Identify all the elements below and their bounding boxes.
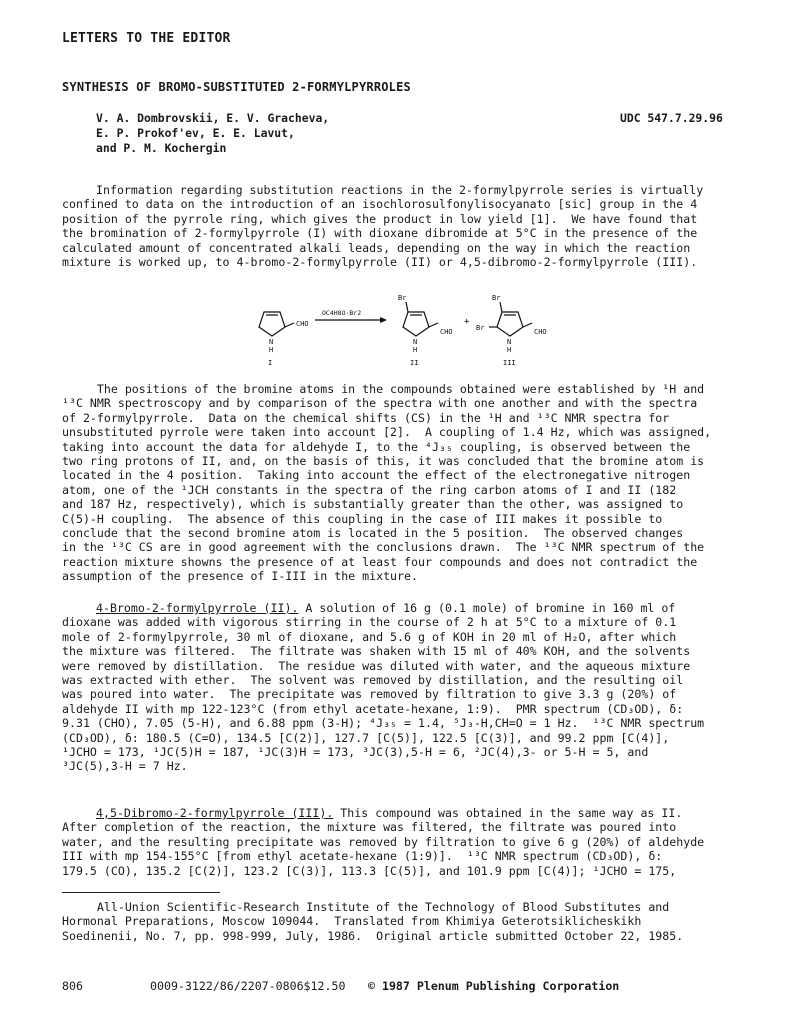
footnote-line: Hormonal Preparations, Moscow 109044. Translated from Khimiya Geterotsiklicheskikh	[62, 914, 642, 929]
udc-code: UDC 547.7.29.96	[620, 111, 723, 125]
discussion-line: ¹³C NMR spectroscopy and by comparison of the spectra with one another and with the spectra	[62, 396, 698, 411]
discussion-line: and 187 Hz, respectively), which is substantially greater than the other, was assigned to	[62, 497, 684, 512]
issn-price: 0009-3122/86/2207-0806$12.50	[150, 979, 346, 993]
nh-h-label: H	[269, 346, 274, 354]
compound-label-II: II	[410, 359, 419, 367]
footnote-line: All-Union Scientific-Research Institute of the Technology of Blood Substitutes and	[62, 900, 670, 914]
compound-II-line: (CD₃OD), δ: 180.5 (C=O), 134.5 [C(2)], 127.7 [C(5)], 122.5 [C(3)], and 99.2 ppm [C(4)],	[62, 730, 670, 745]
discussion-line: of 2-formylpyrrole. Data on the chemical shifts (CS) in the ¹H and ¹³C NMR spectra for	[62, 410, 670, 425]
compound-II-line: was poured into water. The precipitate was removed by filtration to give 3.3 g (20%) of	[62, 687, 677, 702]
compound-II-line: dioxane was added with vigorous stirring in the course of 2 h at 5°C to a mixture of 0.1	[62, 615, 677, 630]
copyright-line: © 1987 Plenum Publishing Corporation	[368, 979, 620, 993]
compound-III-heading: 4,5-Dibromo-2-formylpyrrole (III).	[96, 806, 334, 820]
compound-II-line: ¹JCHO = 173, ¹JC(5)H = 187, ¹JC(3)H = 173, ³JC(3),5-H = 6, ²JC(4),3- or 5-H = 5, and	[62, 745, 649, 760]
compound-II-line: the mixture was filtered. The filtrate was shaken with 15 ml of 40% KOH, and the solvents	[62, 644, 691, 659]
compound-III-structure	[489, 302, 532, 336]
plus-sign: +	[464, 317, 470, 327]
cho-label: CHO	[296, 320, 309, 328]
arrow-head	[380, 317, 387, 323]
article-title: SYNTHESIS OF BROMO-SUBSTITUTED 2-FORMYLPYRROLES	[62, 80, 411, 94]
compound-II-heading: 4-Bromo-2-formylpyrrole (II).	[96, 601, 299, 615]
compound-I-structure	[259, 312, 294, 336]
discussion-line: C(5)-H coupling. The absence of this coupling in the case of III makes it possible to	[62, 511, 663, 526]
footnote-rule	[62, 892, 220, 893]
discussion-line: conclude that the second bromine atom is located in the 5 position. The observed changes	[62, 526, 684, 541]
compound-II-line: ³JC(5),3-H = 7 Hz.	[62, 759, 188, 774]
intro-line: mixture is worked up, to 4-bromo-2-formylpyrrole (II) or 4,5-dibromo-2-formylpyrrole (III).	[62, 255, 698, 270]
footnote-line: Soedinenii, No. 7, pp. 998-999, July, 1986. Original article submitted October 22, 1985.	[62, 928, 684, 943]
nh-n-label: N	[413, 338, 418, 346]
compound-II-line: 9.31 (CHO), 7.05 (5-H), and 6.88 ppm (3-H); ⁴J₃₅ = 1.4, ⁵J₃-H,CH=O = 1 Hz. ¹³C NMR spectrum	[62, 716, 705, 731]
author-line-3: and P. M. Kochergin	[96, 141, 227, 155]
nh-n-label: N	[269, 338, 274, 346]
compound-III-line: 179.5 (CO), 135.2 [C(2)], 123.2 [C(3)], 113.3 [C(5)], and 101.9 ppm [C(4)]; ¹JCHO = 175,	[62, 863, 677, 878]
compound-II-section	[62, 601, 704, 774]
compound-III-line: III with mp 154-155°C [from ethyl acetate-hexane (1:9)]. ¹³C NMR spectrum (CD₃OD), δ:	[62, 849, 663, 864]
nh-h-label: H	[507, 346, 512, 354]
compound-II-line: mole of 2-formylpyrrole, 30 ml of dioxane, and 5.6 g of KOH in 20 ml of H₂O, after which	[62, 629, 677, 644]
footnote	[62, 900, 683, 943]
intro-line: Information regarding substitution reactions in the 2-formylpyrrole series is virtually	[96, 183, 704, 197]
discussion-line: two ring protons of II, and, on the basis of this, it was concluded that the bromine atom is	[62, 454, 705, 469]
intro-paragraph	[62, 183, 703, 269]
compound-III-line: After completion of the reaction, the mixture was filtered, the filtrate was poured into	[62, 820, 677, 835]
nh-n-label: N	[507, 338, 512, 346]
compound-label-III: III	[503, 359, 516, 367]
compound-III-first-line: This compound was obtained in the same way as II.	[333, 806, 683, 820]
br-label: Br	[476, 324, 485, 332]
reagent-label: OC4H8O·Br2	[322, 309, 362, 317]
discussion-line: assumption of the presence of I-III in the mixture.	[62, 569, 418, 584]
compound-II-first-line: A solution of 16 g (0.1 mole) of bromine in 160 ml of	[298, 601, 676, 615]
br-label: Br	[492, 294, 501, 302]
discussion-line: atom, one of the ¹JCH constants in the spectra of the ring carbon atoms of I and II (182	[62, 482, 677, 497]
cho-label: CHO	[534, 328, 547, 336]
cho-label: CHO	[440, 328, 453, 336]
compound-II-line: was extracted with ether. The solvent was removed by distillation, and the resulting oil	[62, 673, 684, 688]
discussion-line: located in the 4 position. Taking into account the effect of the electronegative nitrogen	[62, 468, 691, 483]
page-number: 806	[62, 979, 83, 993]
author-line-1: V. A. Dombrovskii, E. V. Gracheva,	[96, 111, 330, 125]
discussion-line: taking into account the data for aldehyde I, to the ⁴J₃₅ coupling, is observed between the	[62, 439, 691, 454]
author-line-2: E. P. Prokof'ev, E. E. Lavut,	[96, 126, 295, 140]
compound-III-line: water, and the resulting precipitate was removed by filtration to give 6 g (20%) of aldehyde	[62, 834, 705, 849]
reaction-scheme	[250, 290, 560, 370]
discussion-line: unsubstituted pyrrole were taken into account [2]. A coupling of 1.4 Hz, which was assigned,	[62, 425, 712, 440]
discussion-line: reaction mixture showns the presence of at least four compounds and does not contradict the	[62, 554, 698, 569]
discussion-line: The positions of the bromine atoms in the compounds obtained were established by ¹H and	[62, 382, 705, 396]
intro-line: position of the pyrrole ring, which gives the product in low yield [1]. We have found that	[62, 211, 698, 226]
br-label: Br	[398, 294, 407, 302]
intro-line: confined to data on the introduction of an isochlorosulfonylisocyanato [sic] group in the 4	[62, 197, 698, 212]
nh-h-label: H	[413, 346, 418, 354]
running-header: LETTERS TO THE EDITOR	[62, 31, 231, 46]
compound-II-line: were removed by distillation. The residue was diluted with water, and the aqueous mixture	[62, 658, 691, 673]
discussion-paragraph	[62, 382, 711, 584]
discussion-line: in the ¹³C CS are in good agreement with the conclusions drawn. The ¹³C NMR spectrum of the	[62, 540, 705, 555]
intro-line: the bromination of 2-formylpyrrole (I) with dioxane dibromide at 5°C in the presence of the	[62, 226, 698, 241]
intro-line: calculated amount of concentrated alkali leads, depending on the way in which the reaction	[62, 240, 691, 255]
compound-II-line: aldehyde II with mp 122-123°C (from ethyl acetate-hexane, 1:9). PMR spectrum (CD₃OD), δ:	[62, 701, 684, 716]
compound-II-structure	[403, 302, 438, 336]
compound-label-I: I	[268, 359, 273, 367]
compound-III-section	[62, 806, 704, 878]
